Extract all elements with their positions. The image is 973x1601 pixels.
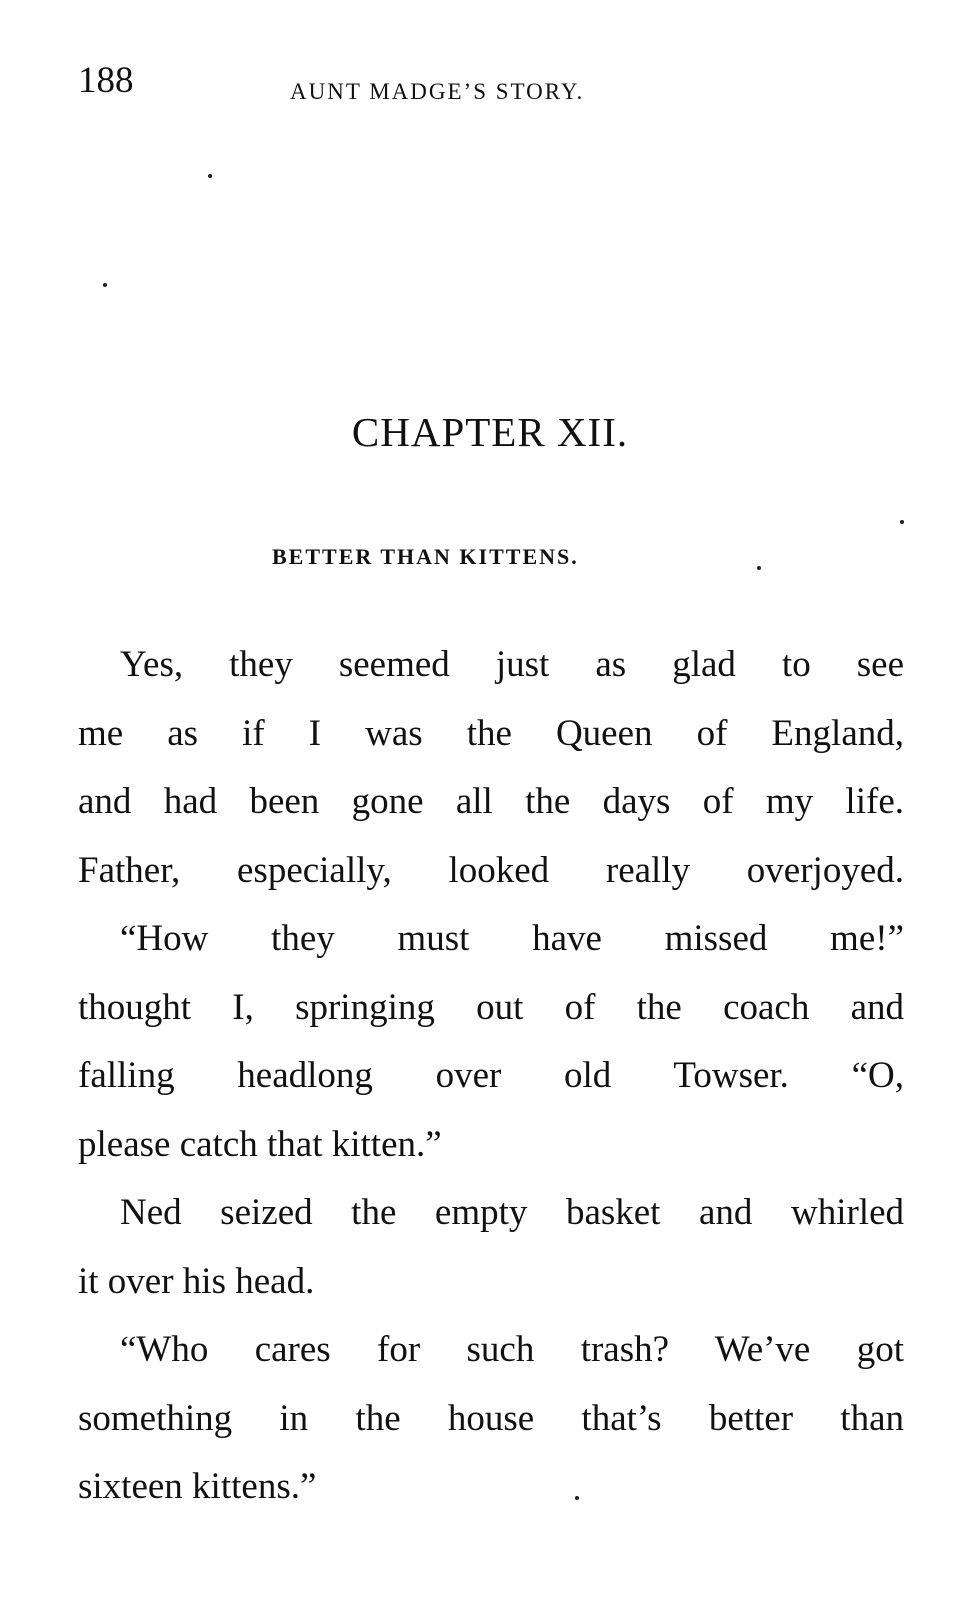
text-line: sixteen kittens.” bbox=[78, 1466, 317, 1507]
body-text bbox=[78, 640, 904, 1531]
chapter-subtitle: BETTER THAN KITTENS. bbox=[272, 544, 579, 569]
running-head: AUNT MADGE’S STORY. bbox=[290, 79, 585, 104]
page-number: 188 bbox=[78, 60, 134, 101]
chapter-title: CHAPTER XII. bbox=[351, 409, 629, 455]
text-line: it over his head. bbox=[78, 1260, 315, 1302]
text-line: Yes, they seemed just as glad to see bbox=[120, 644, 904, 685]
print-speck bbox=[208, 174, 212, 178]
text-line: me as if I was the Queen of England, bbox=[78, 712, 904, 754]
text-line: falling headlong over old Towser. “O, bbox=[78, 1055, 904, 1096]
print-speck bbox=[900, 520, 904, 524]
text-line: and had been gone all the days of my life. bbox=[78, 781, 904, 822]
text-line: something in the house that’s better than bbox=[78, 1397, 904, 1439]
text-line: “Who cares for such trash? We’ve got bbox=[120, 1329, 904, 1370]
print-speck bbox=[757, 566, 761, 570]
text-line: please catch that kitten.” bbox=[78, 1123, 442, 1165]
text-line: Father, especially, looked really overjoyed. bbox=[78, 849, 904, 891]
print-speck bbox=[103, 283, 107, 287]
text-line: “How they must have missed me!” bbox=[120, 918, 904, 959]
print-speck bbox=[575, 1496, 579, 1500]
text-line: Ned seized the empty basket and whirled bbox=[120, 1192, 904, 1233]
text-line: thought I, springing out of the coach and bbox=[78, 986, 904, 1028]
